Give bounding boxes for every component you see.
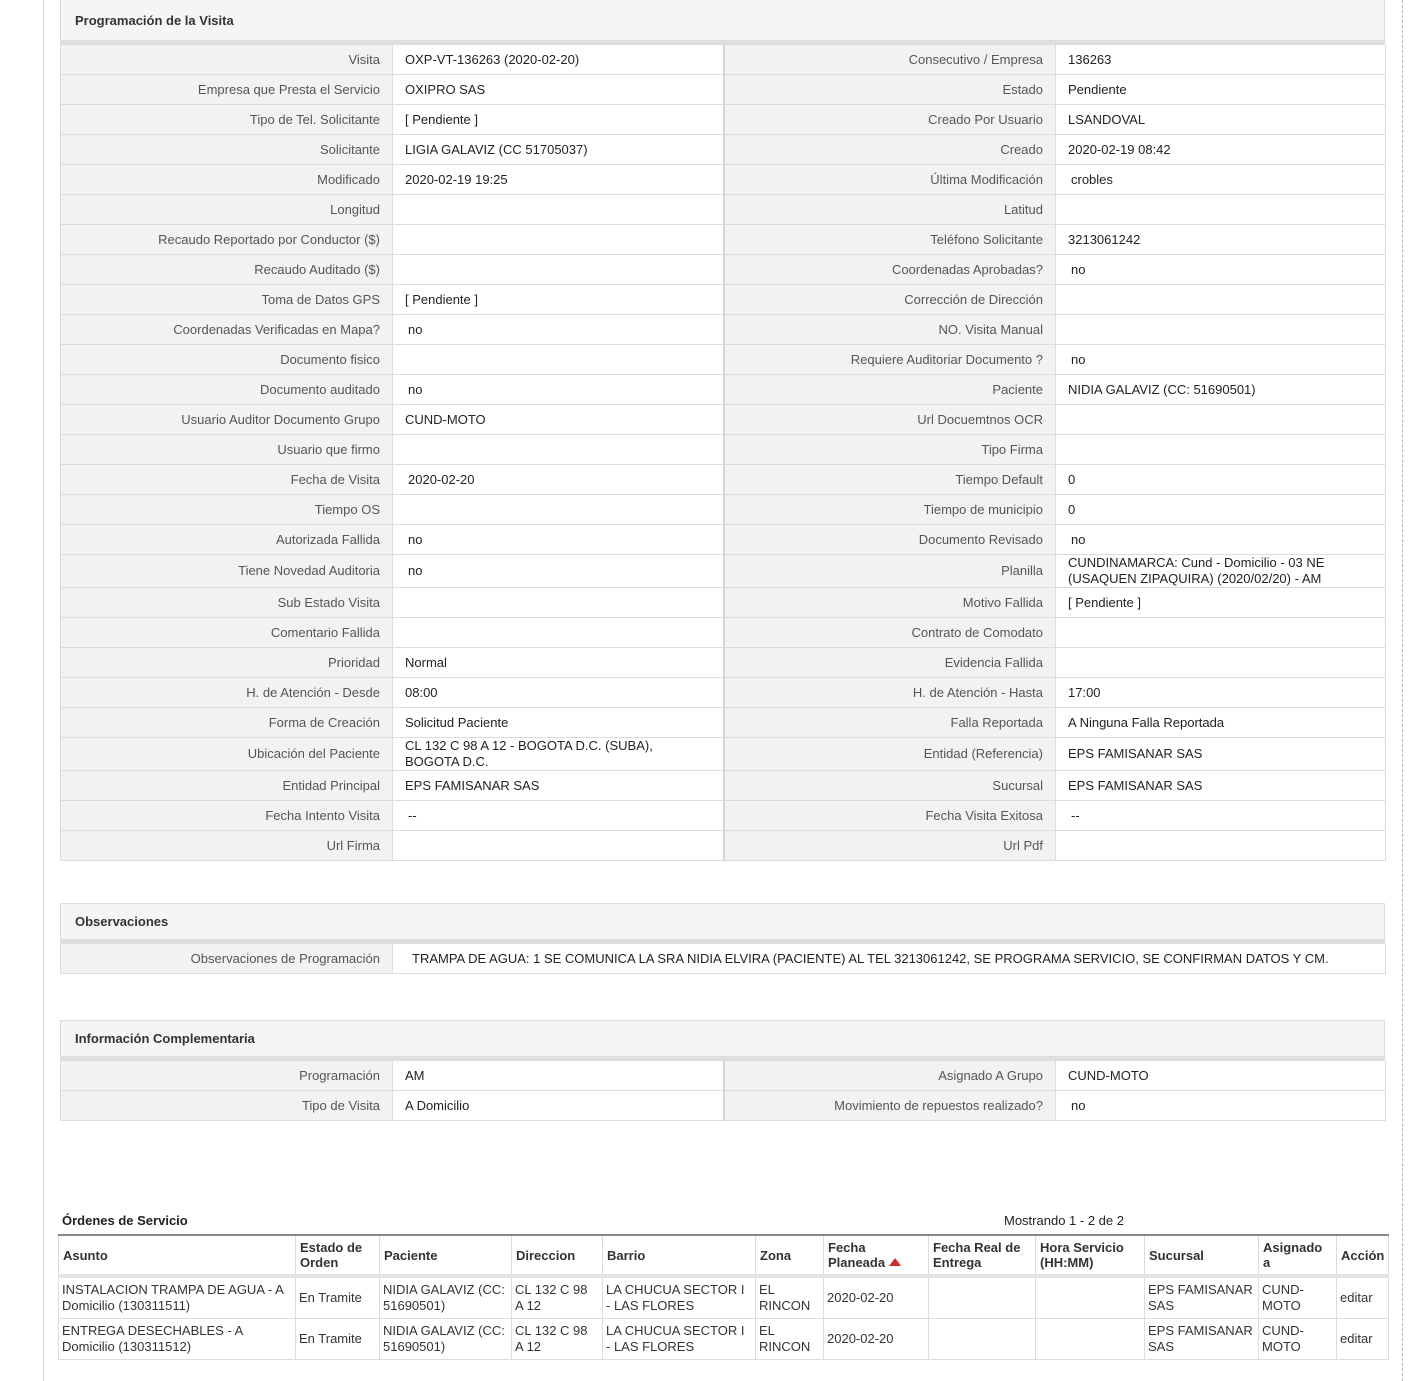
field-value: no <box>1056 525 1386 555</box>
info-row <box>61 345 1386 375</box>
field-value <box>393 195 724 225</box>
cell-paciente: NIDIA GALAVIZ (CC: 51690501) <box>380 1276 512 1319</box>
field-value: EPS FAMISANAR SAS <box>1056 738 1386 771</box>
field-label: NO. Visita Manual <box>724 315 1056 345</box>
observaciones-panel <box>60 903 1385 974</box>
field-value: CUND-MOTO <box>1056 1061 1386 1091</box>
edit-link[interactable]: editar <box>1340 1331 1373 1346</box>
field-label: Tipo de Tel. Solicitante <box>61 105 393 135</box>
field-label: Comentario Fallida <box>61 618 393 648</box>
field-value: EPS FAMISANAR SAS <box>1056 771 1386 801</box>
info-row <box>61 465 1386 495</box>
field-label: Programación <box>61 1061 393 1091</box>
field-label: Teléfono Solicitante <box>724 225 1056 255</box>
cell-asunto: INSTALACION TRAMPA DE AGUA - A Domicilio (130311511) <box>59 1276 296 1319</box>
field-value: OXIPRO SAS <box>393 75 724 105</box>
col-asignado[interactable]: Asignado a <box>1259 1235 1337 1276</box>
field-label: Creado <box>724 135 1056 165</box>
ordenes-table <box>58 1234 1389 1360</box>
field-label: Forma de Creación <box>61 708 393 738</box>
field-value: 0 <box>1056 465 1386 495</box>
field-label: Url Firma <box>61 831 393 861</box>
field-value: AM <box>393 1061 724 1091</box>
field-label: Consecutivo / Empresa <box>724 45 1056 75</box>
ordenes-section <box>58 1210 1388 1360</box>
field-label: Sub Estado Visita <box>61 588 393 618</box>
field-value <box>393 831 724 861</box>
cell-hora <box>1036 1319 1145 1360</box>
cell-asunto: ENTREGA DESECHABLES - A Domicilio (130311512) <box>59 1319 296 1360</box>
field-value <box>393 255 724 285</box>
observaciones-title: Observaciones <box>60 903 1385 943</box>
field-label: Falla Reportada <box>724 708 1056 738</box>
col-paciente[interactable]: Paciente <box>380 1235 512 1276</box>
field-label: Fecha Intento Visita <box>61 801 393 831</box>
field-label: Evidencia Fallida <box>724 648 1056 678</box>
info-row <box>61 405 1386 435</box>
field-value: [ Pendiente ] <box>1056 588 1386 618</box>
field-label: Empresa que Presta el Servicio <box>61 75 393 105</box>
cell-fecha-planeada: 2020-02-20 <box>824 1276 929 1319</box>
field-value: LIGIA GALAVIZ (CC 51705037) <box>393 135 724 165</box>
field-value <box>393 588 724 618</box>
info-row <box>61 315 1386 345</box>
field-value: 136263 <box>1056 45 1386 75</box>
info-row <box>61 618 1386 648</box>
field-value: no <box>393 375 724 405</box>
info-row <box>61 1091 1386 1121</box>
observaciones-table <box>60 943 1386 974</box>
field-value: A Domicilio <box>393 1091 724 1121</box>
field-value <box>1056 315 1386 345</box>
info-row <box>61 375 1386 405</box>
col-fecha-real[interactable]: Fecha Real de Entrega <box>929 1235 1036 1276</box>
field-label: Movimiento de repuestos realizado? <box>724 1091 1056 1121</box>
field-value: -- <box>393 801 724 831</box>
field-label: Modificado <box>61 165 393 195</box>
field-label: Toma de Datos GPS <box>61 285 393 315</box>
field-value: no <box>1056 345 1386 375</box>
field-value: EPS FAMISANAR SAS <box>393 771 724 801</box>
field-value: no <box>393 555 724 588</box>
observaciones-label: Observaciones de Programación <box>61 944 393 974</box>
field-label: Prioridad <box>61 648 393 678</box>
cell-hora <box>1036 1276 1145 1319</box>
field-label: Tiene Novedad Auditoria <box>61 555 393 588</box>
cell-fecha-real <box>929 1276 1036 1319</box>
field-label: Url Docuemtnos OCR <box>724 405 1056 435</box>
info-row <box>61 1061 1386 1091</box>
info-row <box>61 738 1386 771</box>
field-label: Tiempo OS <box>61 495 393 525</box>
field-value: no <box>1056 255 1386 285</box>
field-label: Tiempo Default <box>724 465 1056 495</box>
field-label: Requiere Auditoriar Documento ? <box>724 345 1056 375</box>
cell-estado: En Tramite <box>296 1276 380 1319</box>
field-label: Asignado A Grupo <box>724 1061 1056 1091</box>
field-value <box>1056 285 1386 315</box>
right-dashed-divider <box>1402 0 1403 1381</box>
field-value: 2020-02-20 <box>393 465 724 495</box>
field-label: H. de Atención - Hasta <box>724 678 1056 708</box>
table-row <box>59 1276 1389 1319</box>
field-value: no <box>1056 1091 1386 1121</box>
field-value <box>393 435 724 465</box>
field-label: Fecha Visita Exitosa <box>724 801 1056 831</box>
cell-accion <box>1337 1319 1389 1360</box>
cell-direccion: CL 132 C 98 A 12 <box>512 1276 603 1319</box>
info-row <box>61 105 1386 135</box>
field-value <box>1056 405 1386 435</box>
field-value <box>393 495 724 525</box>
field-value <box>393 345 724 375</box>
field-value: NIDIA GALAVIZ (CC: 51690501) <box>1056 375 1386 405</box>
info-row <box>61 285 1386 315</box>
cell-sucursal: EPS FAMISANAR SAS <box>1145 1319 1259 1360</box>
field-value: Pendiente <box>1056 75 1386 105</box>
field-label: Contrato de Comodato <box>724 618 1056 648</box>
programacion-panel <box>60 0 1385 861</box>
cell-asignado: CUND-MOTO <box>1259 1276 1337 1319</box>
field-value <box>1056 195 1386 225</box>
field-value: [ Pendiente ] <box>393 105 724 135</box>
field-label: Entidad (Referencia) <box>724 738 1056 771</box>
info-row <box>61 831 1386 861</box>
info-row <box>61 165 1386 195</box>
field-value: 17:00 <box>1056 678 1386 708</box>
col-barrio[interactable]: Barrio <box>603 1235 756 1276</box>
field-label: Url Pdf <box>724 831 1056 861</box>
info-row <box>61 588 1386 618</box>
field-value <box>1056 435 1386 465</box>
cell-asignado: CUND-MOTO <box>1259 1319 1337 1360</box>
field-value <box>393 618 724 648</box>
field-label: H. de Atención - Desde <box>61 678 393 708</box>
field-value: -- <box>1056 801 1386 831</box>
field-value: CUNDINAMARCA: Cund - Domicilio - 03 NE (USAQUEN ZIPAQUIRA) (2020/02/20) - AM <box>1056 555 1386 588</box>
table-row <box>59 1319 1389 1360</box>
field-label: Recaudo Auditado ($) <box>61 255 393 285</box>
col-asunto[interactable]: Asunto <box>59 1235 296 1276</box>
col-sucursal[interactable]: Sucursal <box>1145 1235 1259 1276</box>
info-row <box>61 801 1386 831</box>
field-label: Tipo Firma <box>724 435 1056 465</box>
field-label: Usuario que firmo <box>61 435 393 465</box>
col-zona[interactable]: Zona <box>756 1235 824 1276</box>
field-label: Sucursal <box>724 771 1056 801</box>
field-value: Normal <box>393 648 724 678</box>
cell-direccion: CL 132 C 98 A 12 <box>512 1319 603 1360</box>
field-label: Coordenadas Aprobadas? <box>724 255 1056 285</box>
complementaria-title: Información Complementaria <box>60 1020 1385 1060</box>
col-fecha-planeada[interactable]: Fecha Planeada <box>824 1235 929 1276</box>
complementaria-table <box>60 1060 1386 1121</box>
info-row <box>61 771 1386 801</box>
field-label: Documento fisico <box>61 345 393 375</box>
field-value: 0 <box>1056 495 1386 525</box>
field-label: Entidad Principal <box>61 771 393 801</box>
info-row <box>61 225 1386 255</box>
field-value: 08:00 <box>393 678 724 708</box>
col-accion: Acción <box>1337 1235 1389 1276</box>
field-label: Última Modificación <box>724 165 1056 195</box>
field-label: Ubicación del Paciente <box>61 738 393 771</box>
field-value: no <box>393 315 724 345</box>
cell-accion <box>1337 1276 1389 1319</box>
field-value: crobles <box>1056 165 1386 195</box>
field-value: A Ninguna Falla Reportada <box>1056 708 1386 738</box>
field-label: Planilla <box>724 555 1056 588</box>
info-row <box>61 495 1386 525</box>
cell-zona: EL RINCON <box>756 1276 824 1319</box>
field-label: Creado Por Usuario <box>724 105 1056 135</box>
field-label: Tiempo de municipio <box>724 495 1056 525</box>
field-label: Documento Revisado <box>724 525 1056 555</box>
field-label: Estado <box>724 75 1056 105</box>
field-label: Latitud <box>724 195 1056 225</box>
cell-barrio: LA CHUCUA SECTOR I - LAS FLORES <box>603 1319 756 1360</box>
info-row <box>61 648 1386 678</box>
field-label: Paciente <box>724 375 1056 405</box>
cell-fecha-real <box>929 1319 1036 1360</box>
field-value: LSANDOVAL <box>1056 105 1386 135</box>
field-value <box>393 225 724 255</box>
programacion-table <box>60 44 1386 861</box>
info-row <box>61 75 1386 105</box>
field-label: Motivo Fallida <box>724 588 1056 618</box>
complementaria-panel <box>60 1020 1385 1121</box>
field-value <box>1056 648 1386 678</box>
cell-estado: En Tramite <box>296 1319 380 1360</box>
field-value: Solicitud Paciente <box>393 708 724 738</box>
cell-sucursal: EPS FAMISANAR SAS <box>1145 1276 1259 1319</box>
field-label: Tipo de Visita <box>61 1091 393 1121</box>
field-value: 2020-02-19 08:42 <box>1056 135 1386 165</box>
programacion-title: Programación de la Visita <box>60 0 1385 44</box>
field-label: Corrección de Dirección <box>724 285 1056 315</box>
field-value: [ Pendiente ] <box>393 285 724 315</box>
field-label: Coordenadas Verificadas en Mapa? <box>61 315 393 345</box>
observaciones-value: TRAMPA DE AGUA: 1 SE COMUNICA LA SRA NIDIA ELVIRA (PACIENTE) AL TEL 3213061242, SE PROGRAMA SERVICIO, SE CONFIRMAN DATOS Y CM. <box>393 944 1386 974</box>
info-row <box>61 708 1386 738</box>
field-label: Autorizada Fallida <box>61 525 393 555</box>
info-row <box>61 135 1386 165</box>
field-value <box>1056 618 1386 648</box>
ordenes-header-row <box>59 1235 1389 1276</box>
info-row <box>61 255 1386 285</box>
ordenes-title: Órdenes de Servicio <box>62 1213 188 1228</box>
field-label: Visita <box>61 45 393 75</box>
info-row <box>61 195 1386 225</box>
field-value: 2020-02-19 19:25 <box>393 165 724 195</box>
cell-fecha-planeada: 2020-02-20 <box>824 1319 929 1360</box>
edit-link[interactable]: editar <box>1340 1290 1373 1305</box>
field-label: Recaudo Reportado por Conductor ($) <box>61 225 393 255</box>
left-divider <box>43 0 44 1381</box>
field-value: 3213061242 <box>1056 225 1386 255</box>
field-label: Solicitante <box>61 135 393 165</box>
info-row <box>61 678 1386 708</box>
field-label: Documento auditado <box>61 375 393 405</box>
field-label: Usuario Auditor Documento Grupo <box>61 405 393 435</box>
info-row <box>61 435 1386 465</box>
ordenes-count: Mostrando 1 - 2 de 2 <box>1004 1213 1124 1228</box>
field-value <box>1056 831 1386 861</box>
col-direccion[interactable]: Direccion <box>512 1235 603 1276</box>
field-label: Fecha de Visita <box>61 465 393 495</box>
field-value: CL 132 C 98 A 12 - BOGOTA D.C. (SUBA), BOGOTA D.C. <box>393 738 724 771</box>
col-estado[interactable]: Estado de Orden <box>296 1235 380 1276</box>
info-row <box>61 555 1386 588</box>
field-value: no <box>393 525 724 555</box>
info-row <box>61 525 1386 555</box>
sort-asc-icon <box>889 1258 901 1266</box>
info-row <box>61 45 1386 75</box>
cell-barrio: LA CHUCUA SECTOR I - LAS FLORES <box>603 1276 756 1319</box>
cell-paciente: NIDIA GALAVIZ (CC: 51690501) <box>380 1319 512 1360</box>
field-value: OXP-VT-136263 (2020-02-20) <box>393 45 724 75</box>
col-hora-servicio[interactable]: Hora Servicio (HH:MM) <box>1036 1235 1145 1276</box>
field-label: Longitud <box>61 195 393 225</box>
field-value: CUND-MOTO <box>393 405 724 435</box>
cell-zona: EL RINCON <box>756 1319 824 1360</box>
